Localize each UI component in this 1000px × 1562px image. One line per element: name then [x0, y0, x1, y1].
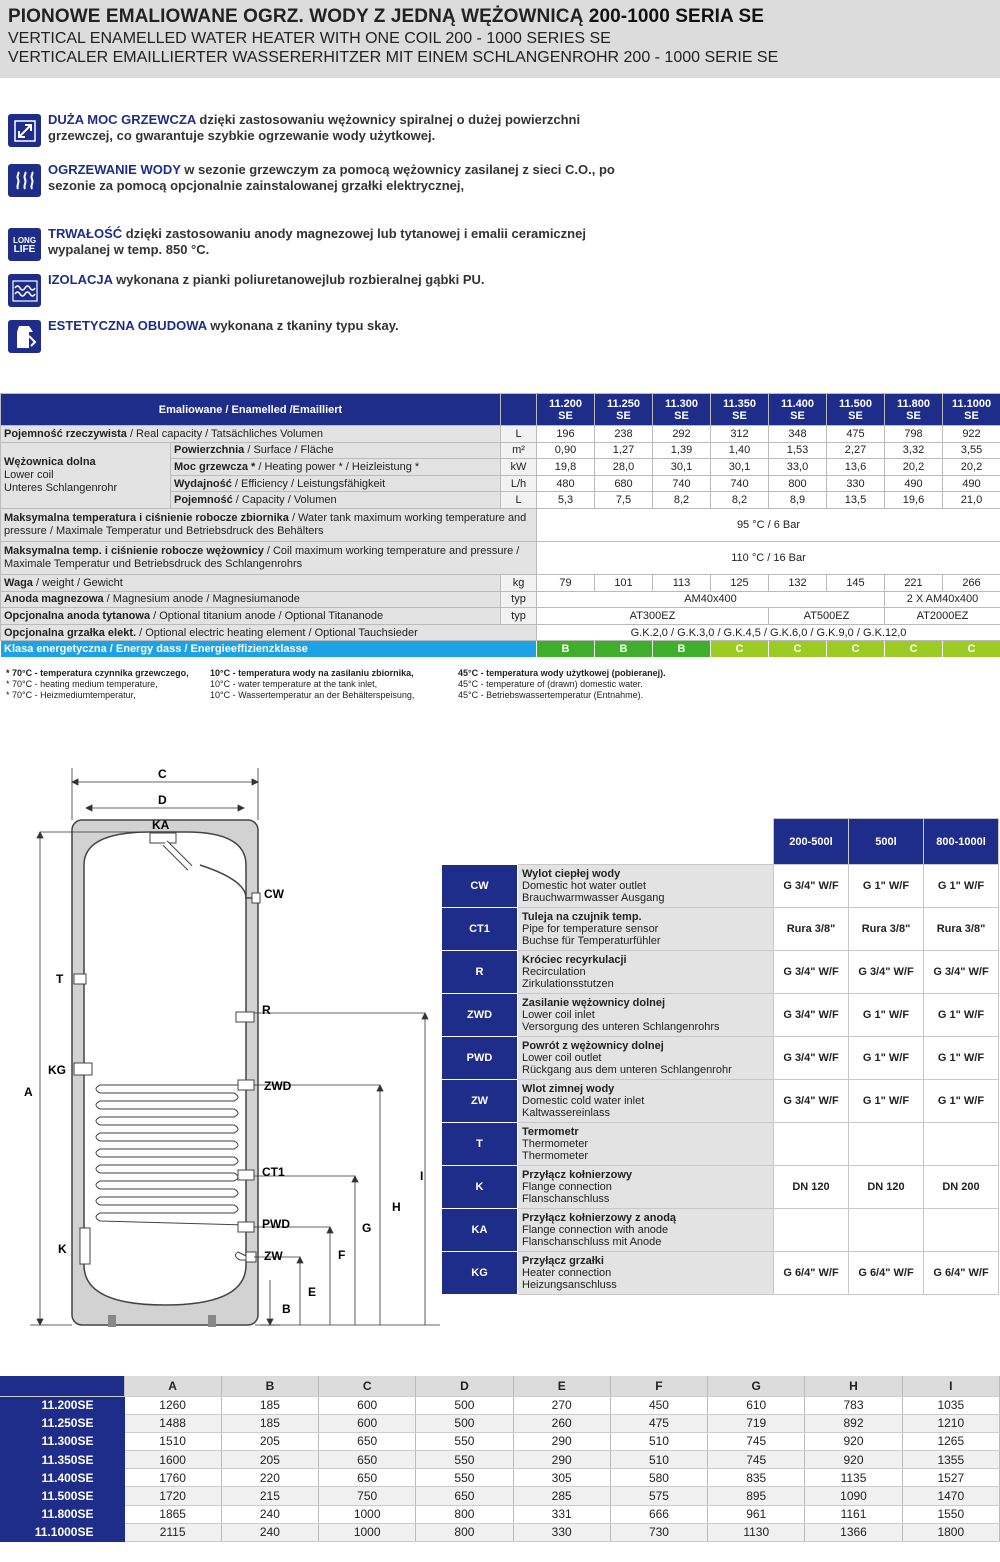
- dim-col-header: E: [513, 1376, 610, 1396]
- dim-value: 260: [513, 1414, 610, 1432]
- dim-value: 1720: [124, 1487, 221, 1505]
- dim-row-model: 11.800SE: [0, 1505, 124, 1523]
- model-col: 11.350 SE: [711, 394, 769, 426]
- dim-label-i: I: [420, 1169, 424, 1183]
- model-col: 11.300 SE: [653, 394, 711, 426]
- energy-badge: C: [943, 641, 1000, 658]
- dim-value: 1800: [902, 1523, 999, 1541]
- dim-value: 650: [319, 1469, 416, 1487]
- dim-value: 961: [708, 1505, 805, 1523]
- dim-value: 475: [610, 1414, 707, 1432]
- dim-value: 892: [805, 1414, 902, 1432]
- spec-row-coil-efficiency: Wydajność / Efficiency / Leistungsfähigkeit L/h 480 680 740 740 800 330 490 490: [1, 475, 1000, 492]
- energy-badge: B: [595, 641, 653, 658]
- dim-value: 1355: [902, 1451, 999, 1469]
- dim-value: 800: [416, 1523, 513, 1541]
- dim-value: 2115: [124, 1523, 221, 1541]
- energy-badge: B: [653, 641, 711, 658]
- dim-row: [0, 1396, 1000, 1414]
- feature-insulation: IZOLACJA wykonana z pianki poliuretanowejlub rozbieralnej gąbki PU.: [8, 272, 648, 318]
- dim-label-zw: ZW: [264, 1249, 283, 1263]
- dim-label-t: T: [56, 972, 64, 986]
- dim-value: 600: [319, 1414, 416, 1432]
- dim-value: 745: [708, 1451, 805, 1469]
- dim-label-h: H: [392, 1200, 401, 1214]
- dim-value: 719: [708, 1414, 805, 1432]
- feature-casing: ESTETYCZNA OBUDOWA wykonana z tkaniny typu skay.: [8, 318, 648, 358]
- dim-value: 450: [610, 1396, 707, 1414]
- energy-badge: C: [711, 641, 769, 658]
- coil-group-label: Wężownica dolna Lower coil Unteres Schlangenrohr: [1, 442, 171, 508]
- dim-row-model: 11.250SE: [0, 1414, 124, 1432]
- title-line-de: VERTICALER EMAILLIERTER WASSERERHITZER MIT EINEM SCHLANGENROHR 200 - 1000 SERIE SE: [8, 49, 779, 66]
- conn-row-k: K Przyłącz kołnierzowy Flange connection Flanschanschluss DN 120 DN 120 DN 200: [442, 1166, 999, 1209]
- conn-row-pwd: PWD Powrót z wężownicy dolnej Lower coil outlet Rückgang aus dem unteren Schlangenrohr G 3/4" W/F G 1" W/F G 1" W/F: [442, 1037, 999, 1080]
- dim-value: 1527: [902, 1469, 999, 1487]
- feature-heating-power: DUŻA MOC GRZEWCZA dzięki zastosowaniu wężownicy spiralnej o dużej powierzchni grzewczej, co gwarantuje szybkie ogrzewanie wody użytkowej.: [8, 112, 648, 162]
- dim-value: 550: [416, 1469, 513, 1487]
- dim-value: 550: [416, 1432, 513, 1450]
- dim-value: 185: [221, 1414, 318, 1432]
- connection-table: [441, 818, 999, 1295]
- dim-label-cw: CW: [264, 887, 284, 901]
- dim-value: 1135: [805, 1469, 902, 1487]
- dim-value: 550: [416, 1451, 513, 1469]
- dim-label-g: G: [362, 1221, 372, 1235]
- page-header: [0, 0, 1000, 78]
- dim-value: 510: [610, 1432, 707, 1450]
- dim-col-header: H: [805, 1376, 902, 1396]
- dim-value: 1210: [902, 1414, 999, 1432]
- dim-value: 650: [319, 1451, 416, 1469]
- feature-durability: LONG LIFE TRWAŁOŚĆ dzięki zastosowaniu anody magnezowej lub tytanowej i emalii ceramicznej wypalanej w temp. 850 °C.: [8, 226, 648, 272]
- dim-value: 500: [416, 1396, 513, 1414]
- dim-label-pwd: PWD: [262, 1217, 290, 1231]
- dim-label-e: E: [308, 1285, 317, 1299]
- feature-water-heating: OGRZEWANIE WODY w sezonie grzewczym za pomocą wężownicy zasilanej z sieci C.O., po sezonie za pomocą opcjonalnie zainstalowanej grzałki elektrycznej,: [8, 162, 648, 226]
- dim-value: 1130: [708, 1523, 805, 1541]
- dim-label-f: F: [338, 1248, 346, 1262]
- arrow-diagonal-icon: [8, 114, 41, 147]
- dim-value: 1260: [124, 1396, 221, 1414]
- dim-value: 580: [610, 1469, 707, 1487]
- model-col: 11.1000 SE: [943, 394, 1000, 426]
- dim-row: [0, 1487, 1000, 1505]
- dim-row: [0, 1451, 1000, 1469]
- dim-value: 240: [221, 1523, 318, 1541]
- dim-col-header: A: [124, 1376, 221, 1396]
- dim-row: [0, 1523, 1000, 1541]
- dim-value: 500: [416, 1414, 513, 1432]
- dim-value: 1470: [902, 1487, 999, 1505]
- conn-row-r: R Króciec recyrkulacji Recirculation Zirkulationsstutzen G 3/4" W/F G 3/4" W/F G 3/4" W/F: [442, 951, 999, 994]
- dim-value: 1865: [124, 1505, 221, 1523]
- spec-row-coil-capacity: Pojemność / Capacity / Volumen L 5,3 7,5 8,2 8,2 8,9 13,5 19,6 21,0: [1, 492, 1000, 509]
- dim-row: [0, 1414, 1000, 1432]
- dim-value: 240: [221, 1505, 318, 1523]
- dim-value: 783: [805, 1396, 902, 1414]
- dim-label-a: A: [24, 1085, 33, 1099]
- dim-value: 1161: [805, 1505, 902, 1523]
- dim-label-kg: KG: [48, 1063, 66, 1077]
- dim-value: 1366: [805, 1523, 902, 1541]
- dim-value: 1035: [902, 1396, 999, 1414]
- spec-row-coil-power: Moc grzewcza * / Heating power * / Heizleistung * kW 19,8 28,0 30,1 30,1 33,0 13,6 20,2 20,2: [1, 459, 1000, 476]
- dim-label-d: D: [158, 793, 167, 807]
- conn-row-zw: ZW Wlot zimnej wody Domestic cold water inlet Kaltwassereinlass G 3/4" W/F G 1" W/F G 1" W/F: [442, 1080, 999, 1123]
- dim-value: 1510: [124, 1432, 221, 1450]
- dim-row-model: 11.200SE: [0, 1396, 124, 1414]
- conn-row-ct1: CT1 Tuleja na czujnik temp. Pipe for temperature sensor Buchse für Temperaturfühler Rura 3/8" Rura 3/8" Rura 3/8": [442, 908, 999, 951]
- dim-value: 1000: [319, 1505, 416, 1523]
- dim-value: 600: [319, 1396, 416, 1414]
- spec-row-coil-surface: Wężownica dolna Lower coil Unteres Schlangenrohr Powierzchnia / Surface / Fläche m² 0,90 1,27 1,39 1,40 1,53 2,27 3,32 3,55: [1, 442, 1000, 459]
- dim-value: 285: [513, 1487, 610, 1505]
- spec-header-label: Emaliowane / Enamelled /Emailliert: [1, 394, 501, 426]
- long-life-icon: LONG LIFE: [8, 228, 41, 261]
- dim-value: 800: [416, 1505, 513, 1523]
- dim-value: 510: [610, 1451, 707, 1469]
- dim-label-b: B: [282, 1302, 291, 1316]
- dim-value: 331: [513, 1505, 610, 1523]
- dim-value: 745: [708, 1432, 805, 1450]
- spec-row-capacity: Pojemność rzeczywista / Real capacity / Tatsächliches Volumen L 196 238 292 312 348 475 798 922: [1, 426, 1000, 443]
- dim-label-r: R: [262, 1003, 271, 1017]
- dim-row-model: 11.400SE: [0, 1469, 124, 1487]
- dim-value: 1760: [124, 1469, 221, 1487]
- dimension-table: [0, 1376, 1000, 1542]
- model-col: 11.400 SE: [769, 394, 827, 426]
- dim-value: 290: [513, 1432, 610, 1450]
- dim-label-ct1: CT1: [262, 1165, 285, 1179]
- dim-value: 895: [708, 1487, 805, 1505]
- spec-row-weight: Waga / weight / Gewicht kg 79 101 113 125 132 145 221 266: [1, 574, 1000, 591]
- dim-value: 305: [513, 1469, 610, 1487]
- energy-badge: C: [827, 641, 885, 658]
- dim-value: 1488: [124, 1414, 221, 1432]
- dim-value: 290: [513, 1451, 610, 1469]
- dim-value: 205: [221, 1451, 318, 1469]
- dim-value: 215: [221, 1487, 318, 1505]
- spec-row-coil-max: Maksymalna temp. i ciśnienie robocze wężownicy / Coil maximum working temperature and pressure / Maximale Temperatur und Betriebsdruck des Schlangenrohrs 110 °C / 16 Bar: [1, 541, 1000, 574]
- dim-row: [0, 1432, 1000, 1450]
- dim-value: 666: [610, 1505, 707, 1523]
- dim-value: 750: [319, 1487, 416, 1505]
- conn-row-ka: KA Przyłącz kołnierzowy z anodą Flange connection with anode Flanschanschluss mit Anode: [442, 1209, 999, 1252]
- dim-value: 650: [416, 1487, 513, 1505]
- model-col: 11.250 SE: [595, 394, 653, 426]
- dim-value: 1600: [124, 1451, 221, 1469]
- dim-label-c: C: [158, 767, 167, 781]
- conn-col-header: 500l: [849, 819, 924, 865]
- title-line-en: VERTICAL ENAMELLED WATER HEATER WITH ONE COIL 200 - 1000 SERIES SE: [8, 30, 611, 47]
- title-line-pl: PIONOWE EMALIOWANE OGRZ. WODY Z JEDNĄ WĘŻOWNICĄ 200-1000 SERIA SE: [8, 6, 765, 27]
- dim-value: 220: [221, 1469, 318, 1487]
- dim-row-model: 11.300SE: [0, 1432, 124, 1450]
- heat-waves-icon: [8, 164, 41, 197]
- conn-row-t: T Termometr Thermometer Thermometer: [442, 1123, 999, 1166]
- conn-row-kg: KG Przyłącz grzałki Heater connection Heizungsanschluss G 6/4" W/F G 6/4" W/F G 6/4" W/F: [442, 1252, 999, 1295]
- dim-value: 1090: [805, 1487, 902, 1505]
- dim-col-header: B: [221, 1376, 318, 1396]
- spec-row-anode-mg: Anoda magnezowa / Magnesium anode / Magnesiumanode typ AM40x400 2 X AM40x400: [1, 591, 1000, 608]
- specification-table: [0, 393, 1000, 658]
- dim-row-model: 11.500SE: [0, 1487, 124, 1505]
- dim-label-k: K: [58, 1242, 67, 1256]
- dim-row-model: 11.1000SE: [0, 1523, 124, 1541]
- dim-value: 730: [610, 1523, 707, 1541]
- tank-inner: [84, 832, 246, 1305]
- dim-value: 330: [513, 1523, 610, 1541]
- conn-col-header: 800-1000l: [924, 819, 999, 865]
- dim-value: 185: [221, 1396, 318, 1414]
- dim-label-zwd: ZWD: [264, 1079, 292, 1093]
- dim-label-ka: KA: [152, 818, 170, 832]
- insulation-icon: [8, 274, 41, 307]
- casing-icon: [8, 320, 41, 353]
- model-col: 11.500 SE: [827, 394, 885, 426]
- spec-row-energy-class: Klasa energetyczna / Energy dass / Energieeffizienzklasse B B B C C C C C: [1, 641, 1000, 658]
- dim-col-header: G: [708, 1376, 805, 1396]
- spec-header-row: [1, 394, 1000, 426]
- dim-value: 650: [319, 1432, 416, 1450]
- dim-value: 610: [708, 1396, 805, 1414]
- energy-badge: B: [537, 641, 595, 658]
- dim-value: 920: [805, 1451, 902, 1469]
- spec-row-tank-max: Maksymalna temperatura i ciśnienie robocze zbiornika / Water tank maximum working temperature and pressure / Maximale Temperatur und Betriebsdruck des Behälters 95 °C / 6 Bar: [1, 508, 1000, 541]
- spec-row-anode-ti: Opcjonalna anoda tytanowa / Optional titanium anode / Optional Titananode typ AT300EZ AT500EZ AT2000EZ: [1, 608, 1000, 625]
- dim-row: [0, 1505, 1000, 1523]
- feature-list: [8, 112, 648, 358]
- dim-col-header: F: [610, 1376, 707, 1396]
- dim-value: 1265: [902, 1432, 999, 1450]
- conn-row-zwd: ZWD Zasilanie wężownicy dolnej Lower coil inlet Versorgung des unteren Schlangenrohrs G 3/4" W/F G 1" W/F G 1" W/F: [442, 994, 999, 1037]
- dim-col-header: I: [902, 1376, 999, 1396]
- conn-row-cw: CW Wylot ciepłej wody Domestic hot water outlet Brauchwarmwasser Ausgang G 3/4" W/F G 1" W/F G 1" W/F: [442, 865, 999, 908]
- dim-value: 1000: [319, 1523, 416, 1541]
- energy-badge: C: [769, 641, 827, 658]
- dim-value: 575: [610, 1487, 707, 1505]
- dim-value: 920: [805, 1432, 902, 1450]
- dim-value: 270: [513, 1396, 610, 1414]
- model-col: 11.800 SE: [885, 394, 943, 426]
- model-col: 11.200 SE: [537, 394, 595, 426]
- dim-col-header: C: [319, 1376, 416, 1396]
- tank-diagram: [0, 760, 440, 1340]
- dim-value: 1550: [902, 1505, 999, 1523]
- dim-col-header: D: [416, 1376, 513, 1396]
- dim-row-model: 11.350SE: [0, 1451, 124, 1469]
- conn-col-header: 200-500l: [774, 819, 849, 865]
- dim-value: 835: [708, 1469, 805, 1487]
- energy-badge: C: [885, 641, 943, 658]
- dim-value: 205: [221, 1432, 318, 1450]
- dim-row: [0, 1469, 1000, 1487]
- spec-row-heater: Opcjonalna grzałka elekt. / Optional electric heating element / Optional Tauchsieder G.K.2,0 / G.K.3,0 / G.K.4,5 / G.K.6,0 / G.K.9,0 / G.K.12,0: [1, 624, 1000, 641]
